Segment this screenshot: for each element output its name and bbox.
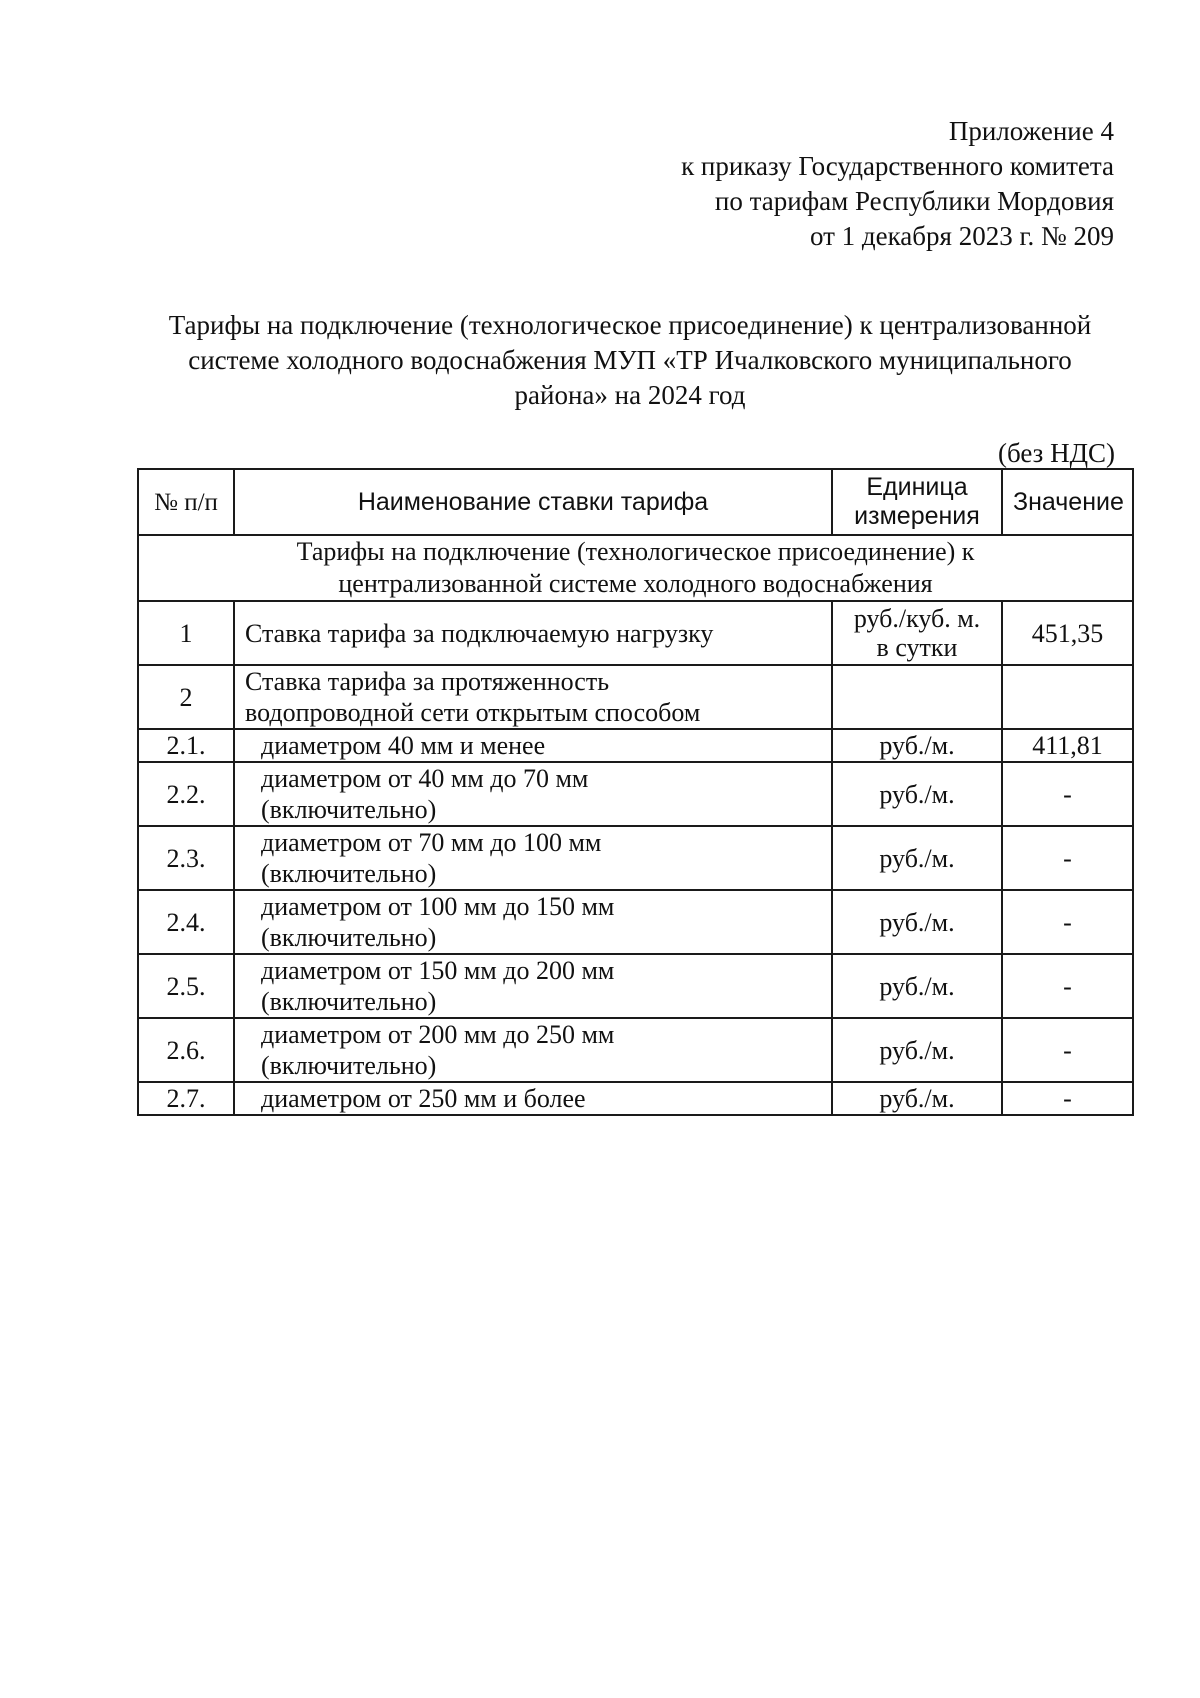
column-header-number: № п/п bbox=[138, 469, 234, 535]
column-header-name: Наименование ставки тарифа bbox=[234, 469, 832, 535]
row-unit: руб./м. bbox=[832, 1018, 1002, 1082]
document-title bbox=[130, 308, 1130, 413]
vat-note: (без НДС) bbox=[997, 438, 1115, 468]
row-number: 1 bbox=[138, 601, 234, 665]
committee-name: по тарифам Республики Мордовия bbox=[714, 186, 1114, 216]
row-value: - bbox=[1002, 762, 1133, 826]
unit-line: в сутки bbox=[876, 633, 958, 662]
row-number: 2.2. bbox=[138, 762, 234, 826]
row-name bbox=[234, 762, 832, 826]
section-header-row bbox=[138, 535, 1133, 601]
row-number: 2.4. bbox=[138, 890, 234, 954]
table-row bbox=[138, 1082, 1133, 1115]
table-row bbox=[138, 762, 1133, 826]
row-value: 451,35 bbox=[1002, 601, 1133, 665]
section-line: централизованной системе холодного водоснабжения bbox=[338, 569, 933, 598]
table-header-row bbox=[138, 469, 1133, 535]
row-name: диаметром от 250 мм и более bbox=[234, 1082, 832, 1115]
column-header-value: Значение bbox=[1002, 469, 1133, 535]
row-number: 2.1. bbox=[138, 729, 234, 762]
row-name bbox=[234, 1018, 832, 1082]
row-unit: руб./м. bbox=[832, 729, 1002, 762]
order-reference: к приказу Государственного комитета bbox=[681, 151, 1114, 181]
row-unit: руб./м. bbox=[832, 890, 1002, 954]
name-line: диаметром от 200 мм до 250 мм bbox=[261, 1020, 615, 1049]
row-value: - bbox=[1002, 890, 1133, 954]
name-line: (включительно) bbox=[261, 987, 437, 1016]
unit-header-line: измерения bbox=[854, 502, 980, 530]
row-number: 2.5. bbox=[138, 954, 234, 1018]
column-header-unit bbox=[832, 469, 1002, 535]
row-name bbox=[234, 890, 832, 954]
row-unit: руб./м. bbox=[832, 954, 1002, 1018]
table-row bbox=[138, 826, 1133, 890]
name-line: диаметром от 70 мм до 100 мм bbox=[261, 828, 602, 857]
row-name bbox=[234, 665, 832, 729]
row-unit: руб./м. bbox=[832, 1082, 1002, 1115]
table-row bbox=[138, 890, 1133, 954]
name-line: (включительно) bbox=[261, 1051, 437, 1080]
row-value: - bbox=[1002, 954, 1133, 1018]
row-number: 2.7. bbox=[138, 1082, 234, 1115]
row-value bbox=[1002, 665, 1133, 729]
row-unit: руб./м. bbox=[832, 762, 1002, 826]
unit-line: руб./куб. м. bbox=[853, 604, 981, 633]
appendix-header bbox=[681, 114, 1114, 254]
order-date-number: от 1 декабря 2023 г. № 209 bbox=[809, 221, 1114, 251]
row-number: 2.6. bbox=[138, 1018, 234, 1082]
row-unit bbox=[832, 665, 1002, 729]
section-line: Тарифы на подключение (технологическое присоединение) к bbox=[296, 537, 975, 566]
title-line: системе холодного водоснабжения МУП «ТР Ичалковского муниципального bbox=[188, 345, 1072, 375]
table-row bbox=[138, 954, 1133, 1018]
name-line: Ставка тарифа за протяженность bbox=[245, 667, 610, 696]
name-line: диаметром от 40 мм до 70 мм bbox=[261, 764, 589, 793]
row-name: Ставка тарифа за подключаемую нагрузку bbox=[234, 601, 832, 665]
row-name bbox=[234, 826, 832, 890]
row-name: диаметром 40 мм и менее bbox=[234, 729, 832, 762]
row-number: 2 bbox=[138, 665, 234, 729]
unit-header-line: Единица bbox=[866, 473, 968, 501]
row-number: 2.3. bbox=[138, 826, 234, 890]
table-row bbox=[138, 729, 1133, 762]
row-value: - bbox=[1002, 826, 1133, 890]
row-unit: руб./м. bbox=[832, 826, 1002, 890]
name-line: (включительно) bbox=[261, 859, 437, 888]
title-line: района» на 2024 год bbox=[514, 380, 746, 410]
row-name bbox=[234, 954, 832, 1018]
appendix-label: Приложение 4 bbox=[948, 116, 1114, 146]
name-line: водопроводной сети открытым способом bbox=[245, 698, 701, 727]
table-row bbox=[138, 601, 1133, 665]
section-header bbox=[138, 535, 1133, 601]
name-line: (включительно) bbox=[261, 795, 437, 824]
table-row bbox=[138, 665, 1133, 729]
name-line: диаметром от 100 мм до 150 мм bbox=[261, 892, 615, 921]
row-value: 411,81 bbox=[1002, 729, 1133, 762]
row-unit bbox=[832, 601, 1002, 665]
name-line: (включительно) bbox=[261, 923, 437, 952]
row-value: - bbox=[1002, 1018, 1133, 1082]
tariff-table bbox=[137, 468, 1134, 1116]
name-line: диаметром от 150 мм до 200 мм bbox=[261, 956, 615, 985]
row-value: - bbox=[1002, 1082, 1133, 1115]
table-row bbox=[138, 1018, 1133, 1082]
title-line: Тарифы на подключение (технологическое присоединение) к централизованной bbox=[168, 310, 1092, 340]
